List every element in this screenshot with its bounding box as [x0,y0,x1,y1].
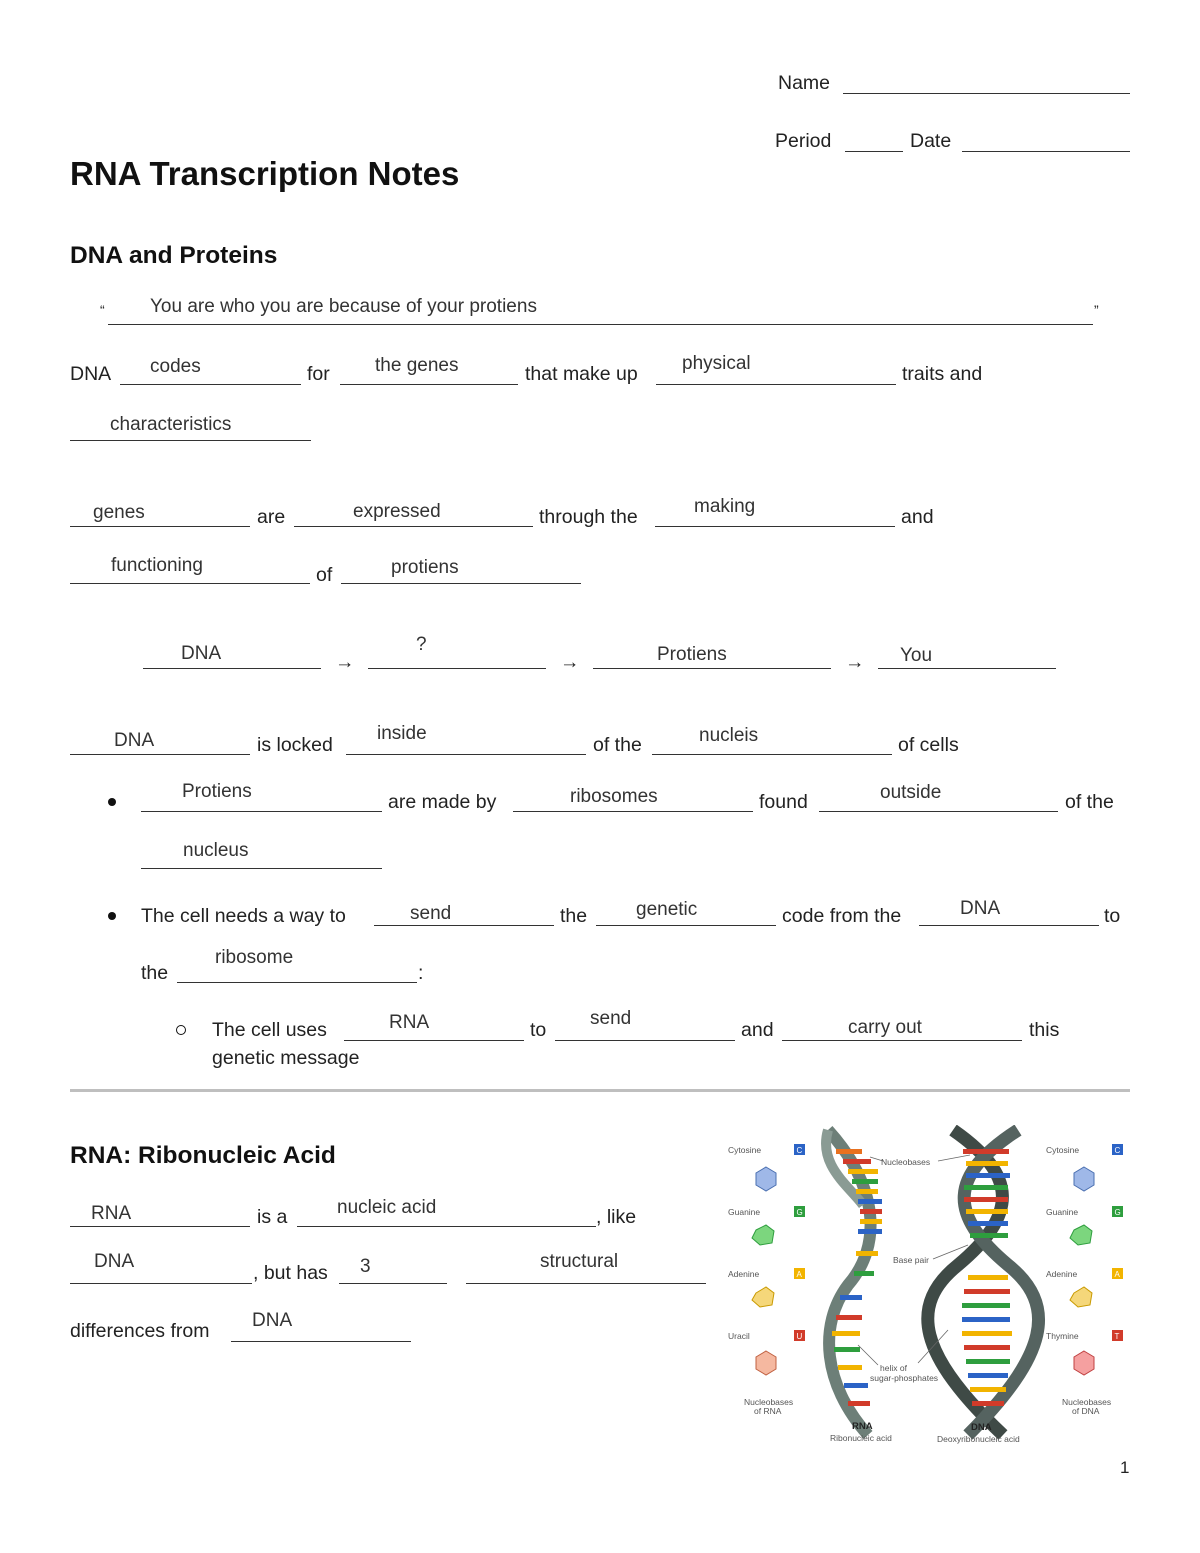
text-cell-uses: The cell uses [212,1019,327,1041]
answer-dna-2: DNA [94,1251,135,1272]
text-the: the [560,905,588,927]
text-genetic-message: genetic message [212,1047,360,1069]
dna-subtitle: Deoxyribonucleic acid [937,1434,1020,1444]
dna-base-pair [963,1149,1009,1154]
right-base-code: T [1114,1332,1120,1341]
dna-base-pair [964,1197,1008,1202]
text-dna: DNA [70,363,112,385]
flow-step-1: DNA [181,643,222,664]
dna-base-pair [970,1233,1008,1238]
dna-base-legend [1046,1144,1123,1416]
date-field[interactable] [962,151,1130,152]
dna-helix [928,1130,1039,1435]
right-base-name: Adenine [1046,1269,1078,1279]
blank-protiens-made[interactable] [141,811,382,812]
dna-base-pair [964,1345,1010,1350]
quote-blank[interactable] [108,324,1093,325]
left-base-name: Guanine [728,1207,761,1217]
rna-base [852,1179,878,1184]
text-found: found [759,791,808,813]
bullet-2 [108,912,116,920]
flow-blank-3[interactable] [593,668,831,669]
uracil-molecule [756,1351,776,1375]
answer-protiens: protiens [391,557,459,578]
thymine-molecule [1074,1351,1094,1375]
text-of-the: of the [593,734,642,756]
rna-base [860,1219,882,1224]
cytosine-molecule [756,1167,776,1191]
text-but-has: , but has [253,1262,328,1284]
answer-carry-out: carry out [848,1017,922,1038]
right-base-code: C [1114,1146,1121,1155]
dna-base-pair [966,1359,1010,1364]
blank-nucleic-acid[interactable] [297,1226,596,1227]
text-cell-needs: The cell needs a way to [141,905,346,927]
blank-genetic[interactable] [596,925,776,926]
rna-base [856,1251,878,1256]
text-make-up: that make up [525,363,638,385]
dna-base-pair [962,1317,1010,1322]
answer-nucleus: nucleus [183,840,249,861]
blank-protiens[interactable] [341,583,581,584]
rna-bases-caption-1: Nucleobases [744,1397,794,1407]
right-base-code: G [1114,1208,1121,1217]
section-heading-rna: RNA: Ribonucleic Acid [70,1142,336,1169]
blank-ribosome[interactable] [177,982,417,983]
rna-dna-diagram [718,1125,1133,1450]
blank-dna-code[interactable] [919,925,1099,926]
adenine-molecule [1070,1287,1092,1307]
dna-base-pair [972,1401,1004,1406]
blank-functioning[interactable] [70,583,310,584]
dna-title: DNA [971,1422,992,1433]
text-the-2: the [141,962,169,984]
flow-arrow-2: → [560,651,580,673]
text-and-2: and [741,1019,774,1041]
text-to: to [1104,905,1121,927]
blank-outside[interactable] [819,811,1058,812]
label-base-pair: Base pair [893,1255,929,1265]
section-divider [70,1089,1130,1092]
answer-outside: outside [880,782,942,803]
right-base-name: Cytosine [1046,1145,1080,1155]
blank-rna[interactable] [344,1040,524,1041]
name-field[interactable] [843,93,1130,94]
adenine-molecule [752,1287,774,1307]
rna-base [840,1295,862,1300]
rna-base [844,1383,868,1388]
name-label: Name [778,72,831,94]
answer-physical: physical [682,353,751,374]
dna-base-pair [966,1209,1008,1214]
answer-the-genes: the genes [375,355,459,376]
blank-carry-out[interactable] [782,1040,1022,1041]
rna-base [838,1365,862,1370]
answer-codes: codes [150,356,201,377]
dna-base-pair [966,1161,1008,1166]
left-base-name: Adenine [728,1269,760,1279]
flow-blank-4[interactable] [878,668,1056,669]
bullet-1 [108,798,116,806]
answer-protiens-made: Protiens [182,781,252,802]
rna-base [854,1271,874,1276]
flow-step-4: You [900,645,933,666]
answer-nucleic-acid: nucleic acid [337,1197,437,1218]
answer-inside: inside [377,723,427,744]
text-colon: : [418,962,424,984]
left-base-code: U [796,1332,803,1341]
right-base-name: Guanine [1046,1207,1079,1217]
blank-the-genes[interactable] [340,384,518,385]
blank-rna-2[interactable] [70,1226,250,1227]
flow-arrow-1: → [335,651,355,673]
blank-physical[interactable] [656,384,896,385]
text-code-from: code from the [782,905,902,927]
answer-characteristics: characteristics [110,414,232,435]
left-base-name: Cytosine [728,1145,762,1155]
blank-ribosomes[interactable] [513,811,753,812]
text-made-by: are made by [388,791,497,813]
page-number: 1 [1120,1458,1130,1477]
blank-send[interactable] [374,925,554,926]
answer-expressed: expressed [353,501,441,522]
dna-base-pair [962,1303,1010,1308]
text-traits: traits and [902,363,983,385]
dna-bases-caption-1: Nucleobases [1062,1397,1112,1407]
left-base-code: G [796,1208,803,1217]
rna-base-legend [728,1144,805,1416]
blank-expressed[interactable] [294,526,533,527]
answer-dna-locked: DNA [114,730,155,751]
quote-open: “ [100,302,105,318]
rna-base [836,1315,862,1320]
text-is-locked: is locked [257,734,333,756]
rna-base [848,1401,870,1406]
rna-base [858,1199,882,1204]
sub-bullet [176,1025,186,1035]
answer-dna-code: DNA [960,898,1001,919]
left-base-code: A [796,1270,802,1279]
period-field[interactable] [845,151,903,152]
answer-genes: genes [93,502,145,523]
rna-helix [826,1130,871,1435]
label-helix-2: sugar-phosphates [870,1373,939,1383]
answer-making: making [694,496,756,517]
flow-blank-1[interactable] [143,668,321,669]
flow-arrow-3: → [845,651,865,673]
answer-ribosome: ribosome [215,947,294,968]
rna-base [858,1229,882,1234]
dna-base-pair [966,1173,1010,1178]
text-are: are [257,506,286,528]
text-of-cells: of cells [898,734,959,756]
text-of-the-2: of the [1065,791,1114,813]
left-base-code: C [796,1146,803,1155]
text-to-2: to [530,1019,547,1041]
dna-base-pair [964,1185,1008,1190]
guanine-molecule [1070,1225,1092,1245]
blank-3[interactable] [339,1283,447,1284]
blank-dna-3[interactable] [231,1341,411,1342]
answer-ribosomes: ribosomes [570,786,658,807]
period-label: Period [775,130,832,152]
blank-genes[interactable] [70,526,250,527]
blank-inside[interactable] [346,754,586,755]
rna-base [843,1159,871,1164]
blank-send-2[interactable] [555,1040,735,1041]
blank-nucleis[interactable] [652,754,892,755]
rna-title: RNA [852,1421,873,1432]
blank-dna-2[interactable] [70,1283,252,1284]
answer-functioning: functioning [111,555,203,576]
blank-codes[interactable] [120,384,301,385]
dna-base-pair [968,1275,1008,1280]
rna-subtitle: Ribonucleic acid [830,1433,892,1443]
rna-bases-caption-2: of RNA [754,1406,782,1416]
text-for: for [307,363,330,385]
text-and: and [901,506,934,528]
section-heading-dna-proteins: DNA and Proteins [70,242,278,269]
answer-3: 3 [360,1256,371,1277]
text-like: , like [596,1206,637,1228]
flow-step-3: Protiens [657,644,727,665]
dna-base-pair [968,1221,1008,1226]
answer-structural: structural [540,1251,619,1272]
dna-base-pair [964,1289,1010,1294]
answer-rna: RNA [389,1012,430,1033]
date-label: Date [910,130,952,152]
blank-characteristics[interactable] [70,440,311,441]
right-base-name: Thymine [1046,1331,1079,1341]
answer-send: send [410,903,452,924]
rna-base [832,1331,860,1336]
quote-answer: You are who you are because of your protiens [150,296,537,317]
blank-making[interactable] [655,526,895,527]
dna-base-pair [968,1373,1008,1378]
rna-base [834,1347,860,1352]
rna-base [848,1169,878,1174]
left-base-name: Uracil [728,1331,750,1341]
text-of: of [316,564,333,586]
page-title: RNA Transcription Notes [70,155,460,192]
text-is-a: is a [257,1206,288,1228]
flow-blank-2[interactable] [368,668,546,669]
answer-rna-2: RNA [91,1203,132,1224]
answer-dna-3: DNA [252,1310,293,1331]
answer-nucleis: nucleis [699,725,759,746]
pointer-line [858,1345,878,1365]
text-through: through the [539,506,638,528]
guanine-molecule [752,1225,774,1245]
blank-dna-locked[interactable] [70,754,250,755]
text-this: this [1029,1019,1060,1041]
label-nucleobases: Nucleobases [881,1157,931,1167]
right-base-code: A [1114,1270,1120,1279]
label-helix-1: helix of [880,1363,907,1373]
dna-base-pair [970,1387,1006,1392]
dna-base-pair [962,1331,1012,1336]
rna-base [860,1209,882,1214]
pointer-line [938,1155,970,1161]
dna-bases-caption-2: of DNA [1072,1406,1100,1416]
quote-close: ” [1094,302,1099,318]
blank-nucleus[interactable] [141,868,382,869]
cytosine-molecule [1074,1167,1094,1191]
flow-step-2: ? [416,634,427,655]
rna-base [856,1189,878,1194]
answer-genetic: genetic [636,899,698,920]
answer-send-2: send [590,1008,632,1029]
rna-base [836,1149,862,1154]
blank-structural[interactable] [466,1283,706,1284]
text-differences: differences from [70,1320,210,1342]
